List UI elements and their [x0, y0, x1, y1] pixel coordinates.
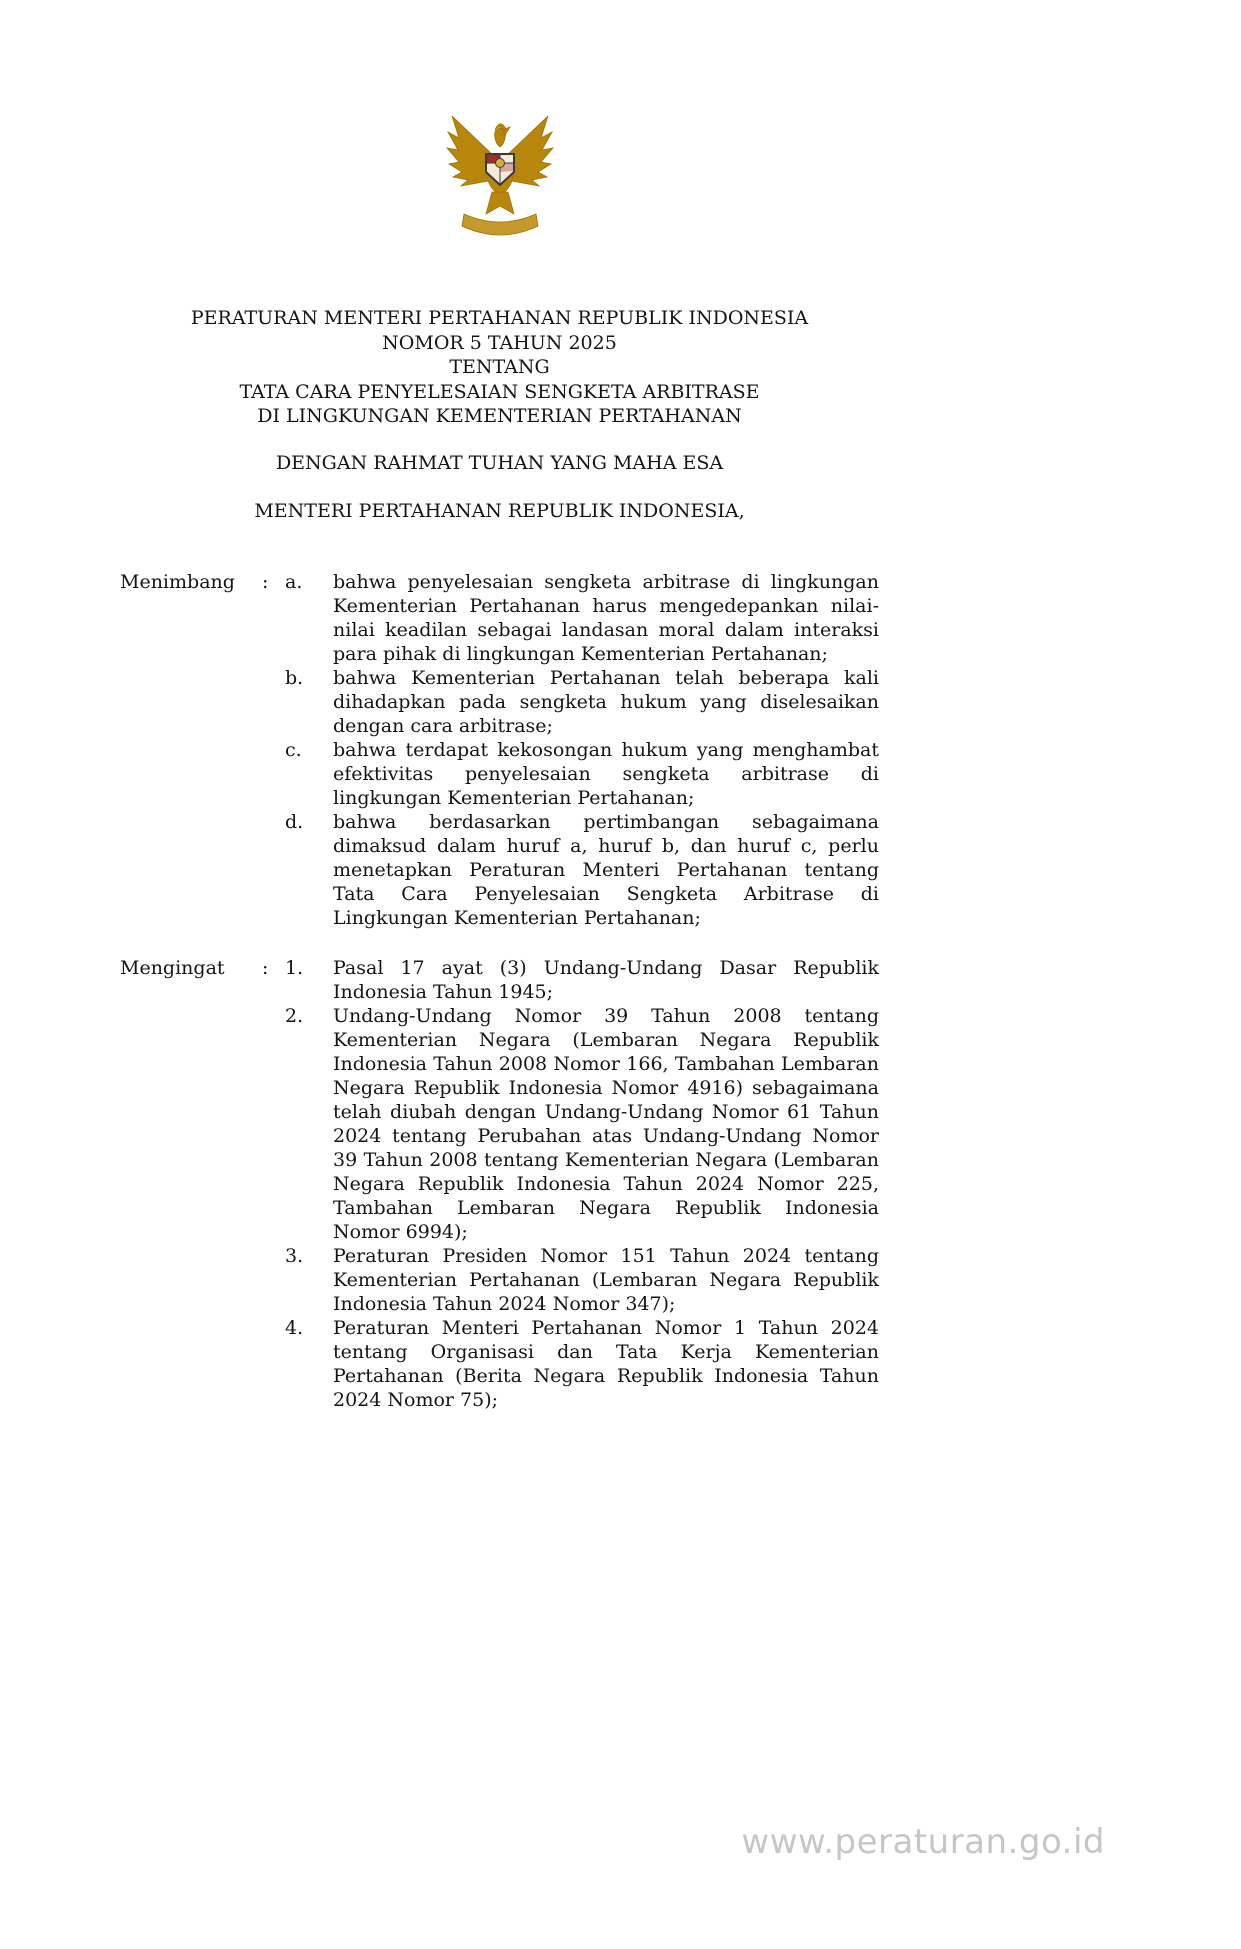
section-colon: : — [262, 570, 269, 593]
item-text-d: bahwa berdasarkan pertimbangan sebagaimana dimaksud dalam huruf a, huruf b, dan huruf c, perlu menetapkan Peraturan Menteri Pertahanan tentang Tata Cara Penyelesaian Sengketa Arbitrase di Lingkungan Kementerian Pertahanan; — [333, 810, 879, 929]
item-marker-2: 2. — [285, 1004, 304, 1027]
item-marker-d: d. — [285, 810, 304, 833]
item-text-4: Peraturan Menteri Pertahanan Nomor 1 Tahun 2024 tentang Organisasi dan Tata Kerja Kementerian Pertahanan (Berita Negara Republik Indonesia Tahun 2024 Nomor 75); — [333, 1316, 879, 1411]
document-content — [120, 0, 879, 1412]
document-title — [120, 306, 879, 429]
item-marker-1: 1. — [285, 956, 304, 979]
item-marker-c: c. — [285, 738, 302, 761]
item-marker-4: 4. — [285, 1316, 304, 1339]
section-label-menimbang: Menimbang — [120, 570, 235, 593]
item-marker-3: 3. — [285, 1244, 304, 1267]
mengingat-section — [120, 956, 879, 1412]
garuda-pancasila-icon — [444, 106, 556, 242]
title-line-subject-1: TATA CARA PENYELESAIAN SENGKETA ARBITRASE — [239, 380, 760, 403]
item-marker-a: a. — [285, 570, 303, 593]
watermark: www.peraturan.go.id — [741, 1822, 1105, 1862]
item-text-b: bahwa Kementerian Pertahanan telah beberapa kali dihadapkan pada sengketa hukum yang diselesaikan dengan cara arbitrase; — [333, 666, 879, 737]
title-line-subject-2: DI LINGKUNGAN KEMENTERIAN PERTAHANAN — [257, 405, 742, 427]
item-text-c: bahwa terdapat kekosongan hukum yang menghambat efektivitas penyelesaian sengketa arbitrase di lingkungan Kementerian Pertahanan; — [333, 738, 879, 809]
item-text-a: bahwa penyelesaian sengketa arbitrase di lingkungan Kementerian Pertahanan harus mengedepankan nilai-nilai keadilan sebagai landasan moral dalam interaksi para pihak di lingkungan Kementerian Pertahanan; — [333, 570, 879, 665]
menimbang-section — [120, 570, 879, 930]
item-text-2: Undang-Undang Nomor 39 Tahun 2008 tentang Kementerian Negara (Lembaran Negara Republik Indonesia Tahun 2008 Nomor 166, Tambahan Lembaran Negara Republik Indonesia Nomor 4916) sebagaimana telah diubah dengan Undang-Undang Nomor 61 Tahun 2024 tentang Perubahan atas Undang-Undang Nomor 39 Tahun 2008 tentang Kementerian Negara (Lembaran Negara Republik Indonesia Tahun 2024 Nomor 225, Tambahan Lembaran Negara Republik Indonesia Nomor 6994); — [333, 1004, 879, 1243]
item-text-3: Peraturan Presiden Nomor 151 Tahun 2024 tentang Kementerian Pertahanan (Lembaran Negara Republik Indonesia Tahun 2024 Nomor 347); — [333, 1244, 879, 1315]
invocation-line: DENGAN RAHMAT TUHAN YANG MAHA ESA — [275, 451, 724, 474]
authority-line: MENTERI PERTAHANAN REPUBLIK INDONESIA, — [254, 500, 745, 522]
item-text-1: Pasal 17 ayat (3) Undang-Undang Dasar Republik Indonesia Tahun 1945; — [333, 956, 879, 1003]
item-marker-b: b. — [285, 666, 304, 689]
title-line-regulation: PERATURAN MENTERI PERTAHANAN REPUBLIK INDONESIA — [190, 307, 809, 329]
garuda-pancasila-emblem — [120, 106, 879, 242]
section-label-mengingat: Mengingat — [120, 956, 225, 979]
title-line-number: NOMOR 5 TAHUN 2025 — [382, 331, 617, 354]
section-colon: : — [262, 956, 269, 979]
title-line-tentang: TENTANG — [449, 356, 550, 378]
